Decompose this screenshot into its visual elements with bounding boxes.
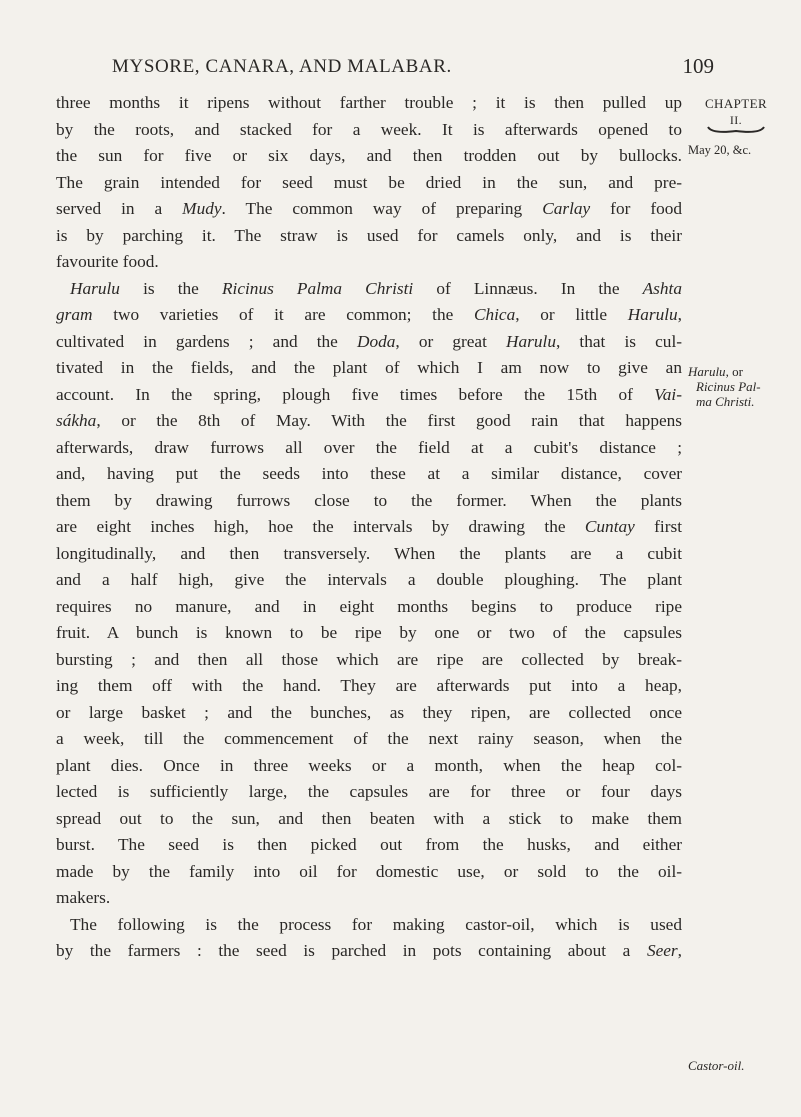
margin-chapter — [688, 96, 784, 136]
text-line: The grain intended for seed must be dried in the sun, and pre- — [56, 172, 682, 192]
term-cuntay: Cuntay — [584, 517, 635, 536]
text-line: account. In the spring, plough five times before the 15th of Vai- — [56, 384, 682, 404]
term-harulu: Harulu — [70, 278, 120, 298]
text-line: burst. The seed is then picked out from the husks, and either — [56, 835, 682, 854]
term-carlay: Carlay — [542, 199, 591, 218]
term-ricinus: Ricinus Palma Christi — [221, 278, 414, 298]
text-line: sákha, or the 8th of May. With the first good rain that happens — [56, 411, 682, 430]
text-line: requires no manure, and in eight months begins to produce ripe — [56, 596, 682, 616]
running-head — [112, 56, 714, 86]
text-line: is by parching it. The straw is used for camels only, and is their — [56, 225, 682, 245]
margin-date: May 20, &c. — [688, 143, 752, 157]
body-text — [56, 90, 682, 965]
text-line: served in a Mudy. The common way of preparing Carlay for food — [56, 199, 682, 218]
text-line: makers. — [56, 888, 111, 907]
margin-note-harulu — [688, 364, 796, 409]
text-line: bursting ; and then all those which are ripe are collected by break- — [56, 649, 682, 669]
text-line: and a half high, give the intervals a double ploughing. The plant — [56, 570, 682, 589]
margin-harulu-or: , or — [725, 364, 743, 379]
margin-note-castor: Castor-oil. — [688, 1058, 745, 1073]
text-line: ing them off with the hand. They are afterwards put into a heap, — [56, 676, 682, 695]
chapter-number: II. — [729, 112, 743, 127]
text-line: and, having put the seeds into these at a similar distance, cover — [56, 464, 682, 483]
text-line: the sun for five or six days, and then trodden out by bullocks. — [56, 146, 682, 165]
text-line: fruit. A bunch is known to be ripe by one or two of the capsules — [56, 623, 682, 642]
text-line: afterwards, draw furrows all over the field at a cubit's distance ; — [56, 437, 682, 457]
text-line: are eight inches high, hoe the intervals by drawing the Cuntay first — [56, 517, 682, 536]
margin-harulu-term: Harulu — [688, 364, 726, 379]
text-line: tivated in the fields, and the plant of which I am now to give an — [56, 358, 682, 377]
term-vaisakha: Vai- — [654, 384, 682, 404]
text-line: lected is sufficiently large, the capsules are for three or four days — [56, 782, 682, 801]
text-line: longitudinally, and then transversely. When the plants are a cubit — [56, 543, 682, 563]
text-line: by the roots, and stacked for a week. It is afterwards opened to — [56, 119, 682, 139]
text-line: spread out to the sun, and then beaten with a stick to make them — [56, 808, 682, 828]
text-line: by the farmers : the seed is parched in pots containing about a Seer, — [56, 941, 682, 960]
term-harulu: Harulu — [627, 305, 678, 324]
text-line: gram two varieties of it are common; the Chica, or little Harulu, — [56, 305, 682, 324]
text-line: them by drawing furrows close to the former. When the plants — [56, 490, 682, 510]
text-line: plant dies. Once in three weeks or a month, when the heap col- — [56, 755, 682, 775]
margin-ricinus-line1: Ricinus Pal- — [696, 379, 761, 394]
term-chica: Chica — [473, 305, 516, 324]
term-ashta: Ashta — [642, 278, 682, 298]
text-line: or large basket ; and the bunches, as they ripen, are collected once — [56, 702, 682, 722]
text-line: Harulu is the Ricinus Palma Christi of Linnæus. In the Ashta — [70, 278, 682, 298]
text-line: made by the family into oil for domestic use, or sold to the oil- — [56, 861, 682, 881]
term-gram: gram — [56, 305, 93, 324]
text-line: favourite food. — [56, 252, 159, 271]
term-doda: Doda — [356, 331, 396, 351]
text-line: The following is the process for making castor-oil, which is used — [70, 914, 682, 934]
term-harulu: Harulu — [506, 331, 556, 351]
text-line: cultivated in gardens ; and the Doda, or great Harulu, that is cul- — [56, 331, 683, 351]
running-title: MYSORE, CANARA, AND MALABAR. — [112, 56, 452, 77]
chapter-label: CHAPTER — [704, 96, 768, 111]
text-line: three months it ripens without farther trouble ; it is then pulled up — [56, 93, 682, 112]
term-sakha: sákha — [56, 411, 97, 430]
margin-ricinus-line2: ma Christi. — [696, 394, 755, 409]
term-seer: Seer — [646, 941, 678, 960]
text-line: a week, till the commencement of the next rainy season, when the — [56, 729, 682, 748]
page-number: 109 — [682, 54, 714, 78]
term-mudy: Mudy — [182, 199, 222, 218]
